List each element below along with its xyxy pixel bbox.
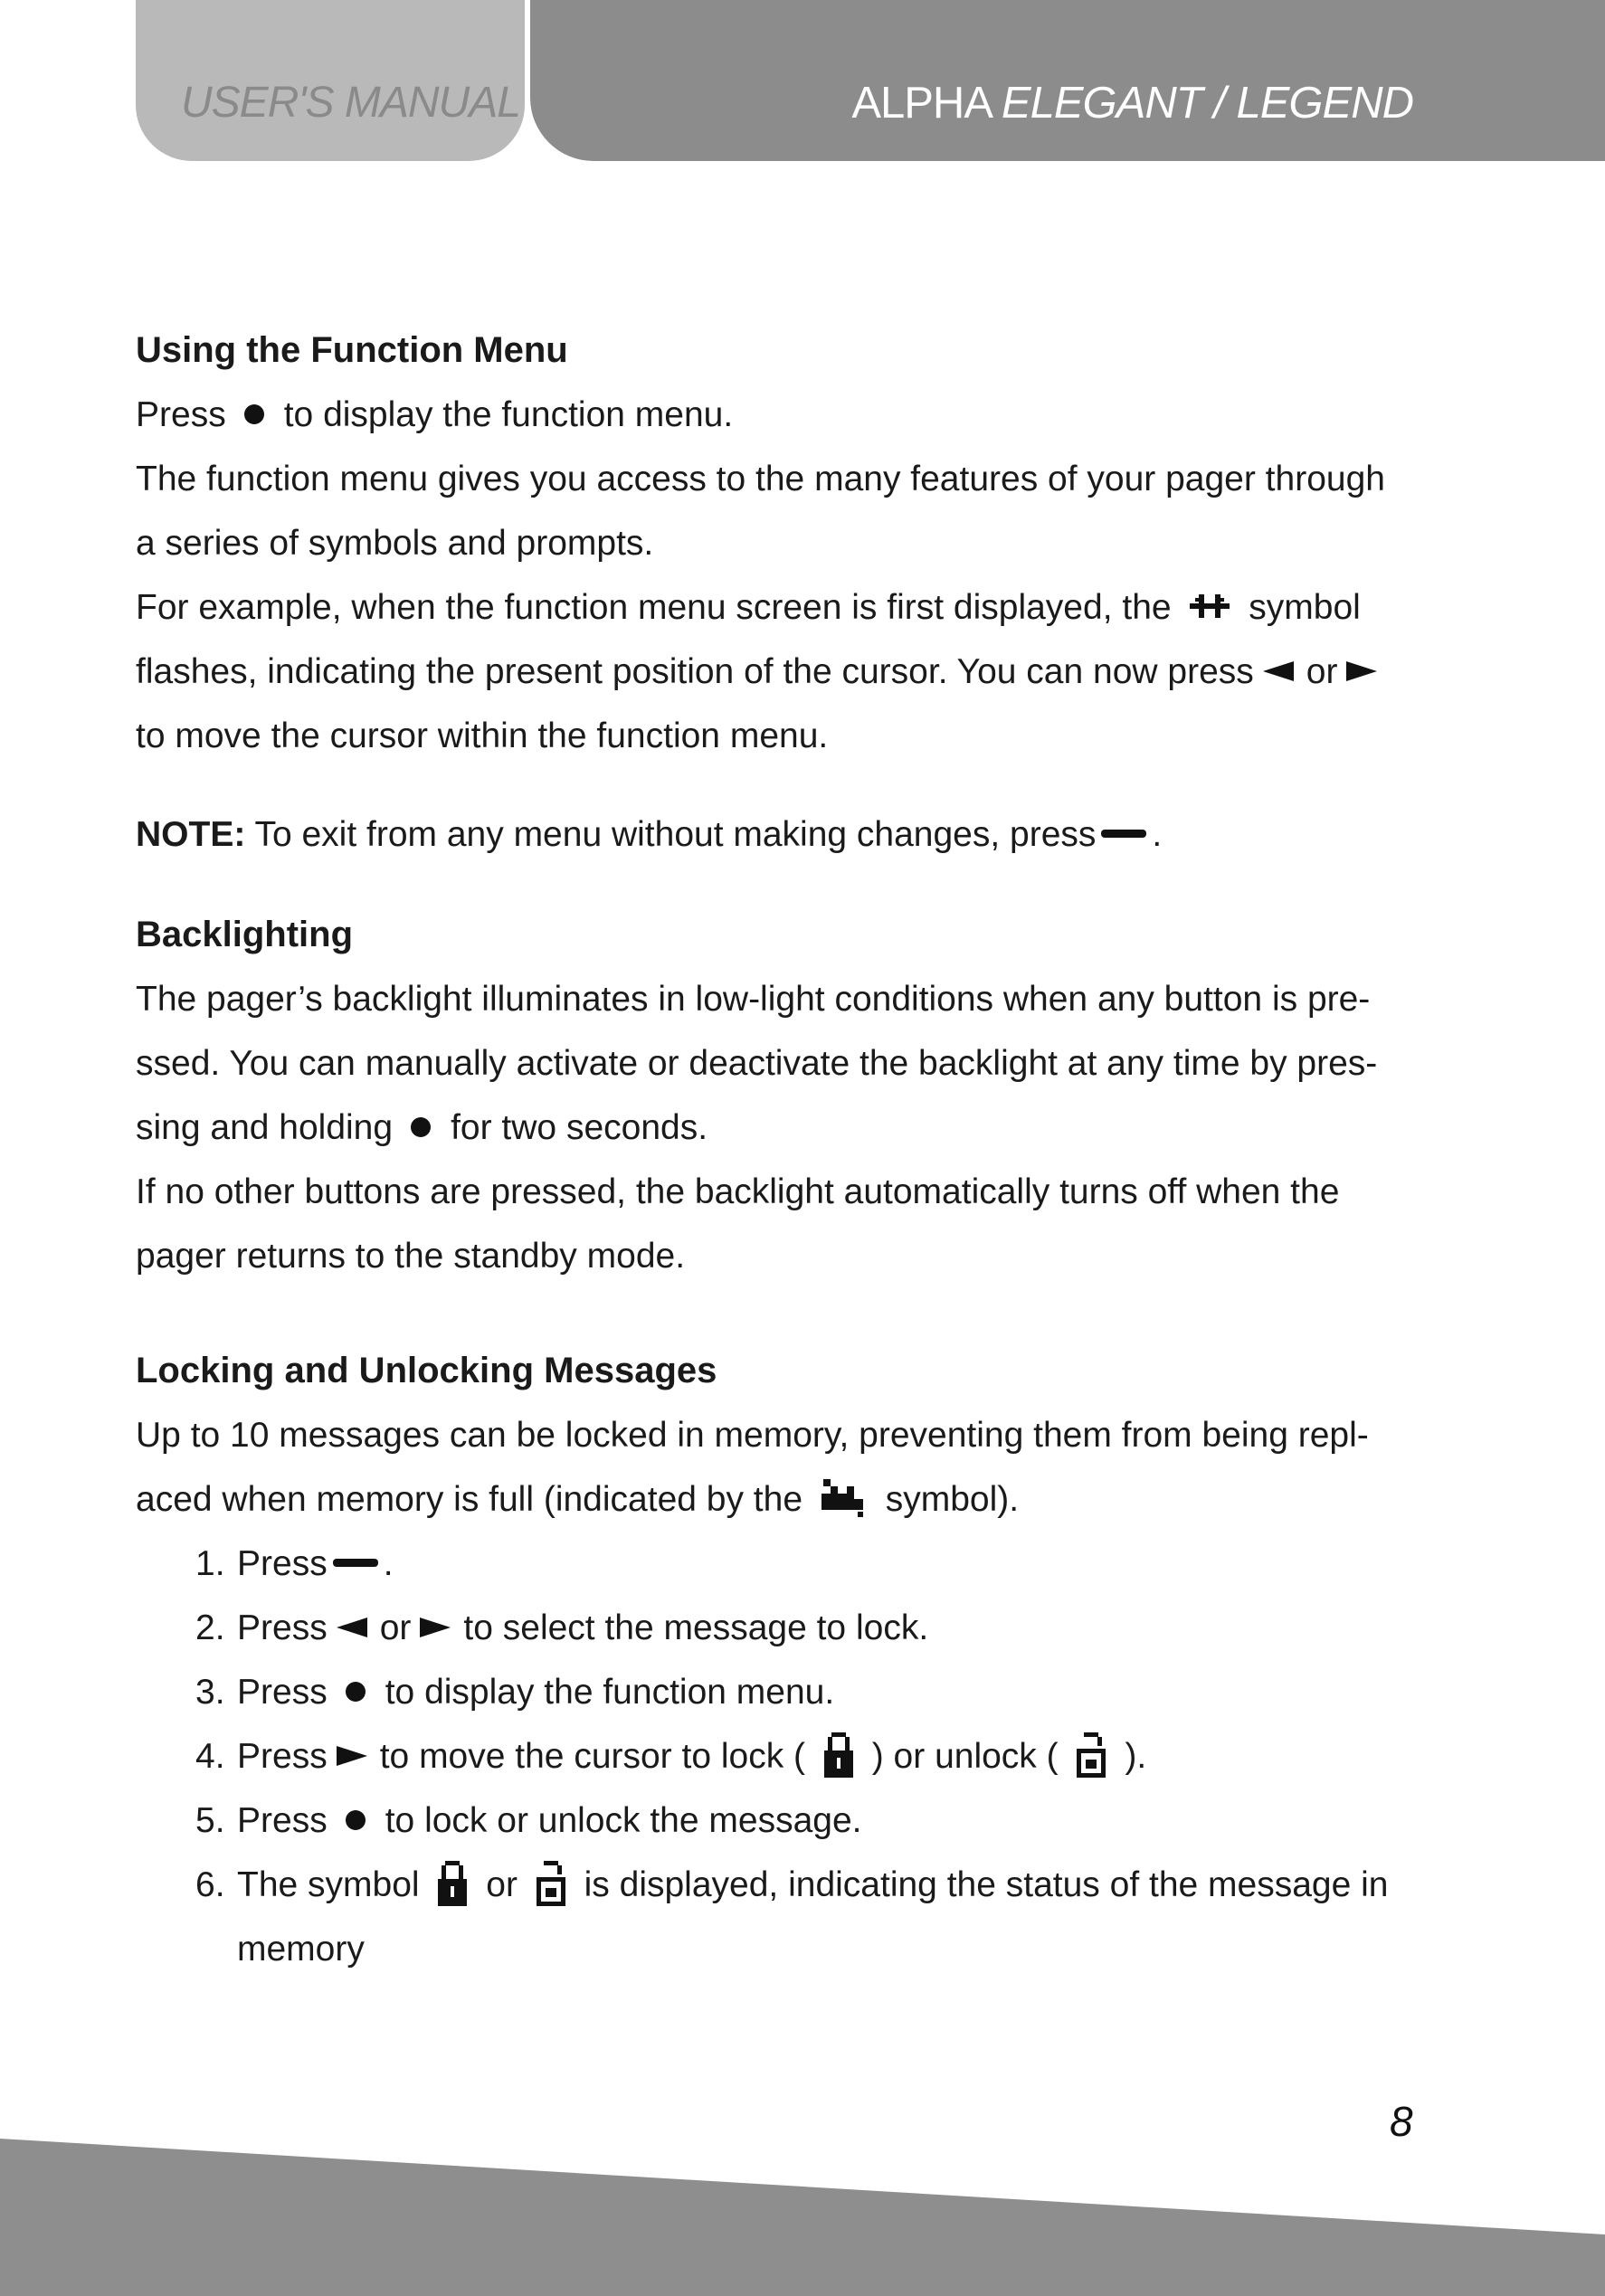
text: for two seconds. <box>451 1108 708 1147</box>
header-left-label: USER'S MANUAL <box>181 79 520 127</box>
text: to display the function menu. <box>385 1673 835 1712</box>
text: aced when memory is full (indicated by the <box>136 1480 803 1519</box>
paragraph: pager returns to the standby mode. <box>136 1237 686 1276</box>
text: is displayed, indicating the status of the message in <box>584 1865 1389 1904</box>
text: to move the cursor to lock ( <box>379 1737 806 1776</box>
text: to display the function menu. <box>283 395 734 434</box>
text: to select the message to lock. <box>463 1608 929 1647</box>
text: to lock or unlock the message. <box>385 1801 862 1840</box>
heading-function-menu: Using the Function Menu <box>136 330 568 370</box>
text: Press <box>237 1737 328 1776</box>
header-title-italic: ELEGANT / LEGEND <box>1001 79 1413 128</box>
text: or <box>379 1608 412 1647</box>
text: . <box>383 1544 394 1583</box>
paragraph: Up to 10 messages can be locked in memory, preventing them from being repl- <box>136 1416 1369 1455</box>
step-number: 4. <box>195 1737 225 1776</box>
heading-locking: Locking and Unlocking Messages <box>136 1351 717 1390</box>
text: The symbol <box>237 1865 420 1904</box>
text: ). <box>1125 1737 1147 1776</box>
text: Press <box>237 1608 328 1647</box>
paragraph: The pager’s backlight illuminates in low-light conditions when any button is pre- <box>136 980 1371 1019</box>
heading-backlighting: Backlighting <box>136 915 354 954</box>
paragraph: The function menu gives you access to the many features of your pager through <box>136 460 1385 498</box>
paragraph: If no other buttons are pressed, the backlight automatically turns off when the <box>136 1172 1340 1211</box>
paragraph: a series of symbols and prompts. <box>136 524 654 563</box>
paragraph: to move the cursor within the function menu. <box>136 716 829 755</box>
step-number: 2. <box>195 1608 225 1647</box>
text: To exit from any menu without making changes, press <box>254 815 1097 854</box>
text: Press <box>237 1673 328 1712</box>
page-number: 8 <box>1390 2098 1413 2145</box>
text: or <box>486 1865 518 1904</box>
text: For example, when the function menu screen is first displayed, the <box>136 588 1172 627</box>
step-number: 5. <box>195 1801 225 1840</box>
step-number: 1. <box>195 1544 225 1583</box>
text: symbol <box>1249 588 1361 627</box>
text: Press <box>136 395 226 434</box>
step-number: 3. <box>195 1673 225 1712</box>
text: sing and holding <box>136 1108 394 1147</box>
text: Press <box>237 1544 328 1583</box>
text: Press <box>237 1801 328 1840</box>
text: ) or unlock ( <box>871 1737 1059 1776</box>
text: . <box>1152 815 1163 854</box>
note-label: NOTE: <box>136 815 246 854</box>
text: symbol). <box>885 1480 1020 1519</box>
text: or <box>1306 652 1338 691</box>
text: memory <box>237 1930 365 1969</box>
paragraph: ssed. You can manually activate or deactivate the backlight at any time by pres- <box>136 1044 1378 1083</box>
header-title-plain: ALPHA <box>851 79 991 128</box>
text: flashes, indicating the present position of the cursor. You can now press <box>136 652 1254 691</box>
step-number: 6. <box>195 1865 225 1904</box>
